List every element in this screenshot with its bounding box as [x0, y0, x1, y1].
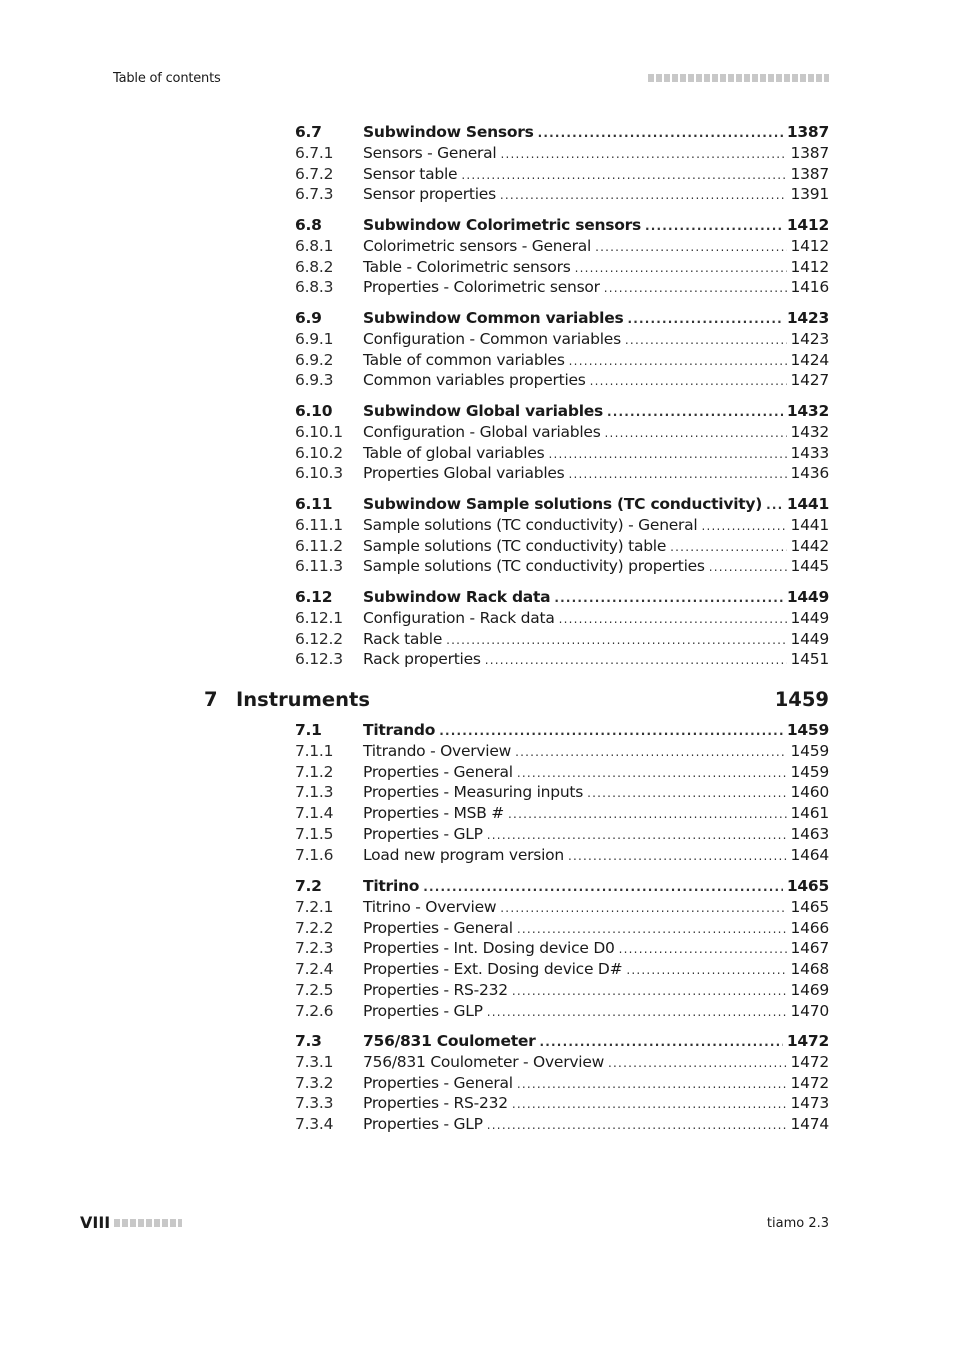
toc-entry-page: 1412 [790, 257, 829, 276]
toc-entry-number: 6.10.1 [295, 422, 343, 441]
toc-subsection-entry[interactable] [295, 649, 829, 670]
toc-leader-dots [517, 1074, 787, 1095]
toc-entry-number: 7.2.6 [295, 1001, 334, 1020]
toc-leader-dots [508, 804, 787, 825]
product-version: tiamo 2.3 [766, 1216, 829, 1231]
toc-subsection-entry[interactable] [295, 164, 829, 185]
toc-leader-dots [766, 495, 783, 516]
toc-subsection-entry[interactable] [295, 938, 829, 959]
toc-subsection-entry[interactable] [295, 918, 829, 939]
toc-entry-page: 1469 [790, 980, 829, 999]
toc-leader-dots [702, 516, 787, 537]
toc-subsection-entry[interactable] [295, 1114, 829, 1135]
toc-leader-dots [540, 1032, 783, 1053]
toc-entry-title: 756/831 Coulometer - Overview [363, 1052, 605, 1071]
toc-subsection-entry[interactable] [295, 1073, 829, 1094]
toc-entry-number: 6.7.1 [295, 143, 334, 162]
toc-leader-dots [604, 278, 787, 299]
toc-entry-number: 6.8.3 [295, 278, 334, 297]
toc-entry-title: Properties - General [363, 762, 513, 781]
toc-entry-title: Sample solutions (TC conductivity) - General [363, 515, 698, 534]
toc-entry-page: 1472 [786, 1032, 829, 1050]
toc-entry-page: 1416 [790, 278, 829, 297]
toc-entry-number: 7.3.1 [295, 1052, 334, 1071]
toc-entry-number: 7.3.3 [295, 1094, 334, 1113]
toc-entry-number: 6.9 [295, 309, 322, 327]
toc-entry-title: Properties - GLP [363, 1001, 483, 1020]
toc-entry-page: 1412 [786, 216, 829, 234]
toc-entry-number: 7.1.1 [295, 741, 334, 760]
toc-entry-title: Subwindow Common variables [363, 309, 624, 327]
toc-entry-number: 6.12 [295, 588, 333, 606]
toc-leader-dots [569, 351, 787, 372]
toc-entry-title: Subwindow Global variables [363, 402, 603, 420]
toc-entry-page: 1412 [790, 236, 829, 255]
toc-entry-title: Properties - MSB # [363, 804, 505, 822]
toc-section-entry[interactable] [295, 308, 829, 329]
toc-subsection-entry[interactable] [295, 824, 829, 845]
toc-entry-page: 1470 [790, 1001, 829, 1020]
toc-entry-number: 6.9.2 [295, 350, 334, 369]
toc-entry-title: Properties - Colorimetric sensor [363, 278, 600, 297]
toc-entry-title: Rack properties [363, 650, 481, 669]
toc-leader-dots [587, 783, 786, 804]
toc-subsection-entry[interactable] [295, 1001, 829, 1022]
toc-entry-title: Sensor table [363, 164, 458, 183]
toc-entry-number: 6.7.3 [295, 185, 334, 204]
toc-entry-page: 1433 [790, 443, 829, 462]
toc-leader-dots [575, 258, 787, 279]
toc-entry-title: Configuration - Rack data [363, 608, 555, 627]
toc-leader-dots [500, 898, 786, 919]
toc-entry-number: 7.3 [295, 1032, 322, 1050]
toc-subsection-entry[interactable] [295, 782, 829, 803]
toc-entry-page: 1464 [790, 845, 829, 864]
toc-leader-dots [625, 330, 787, 351]
toc-subsection-entry[interactable] [295, 370, 829, 391]
toc-entry-page: 1432 [790, 422, 829, 441]
toc-leader-dots [569, 464, 787, 485]
toc-entry-title: Properties - General [363, 918, 513, 937]
toc-entry-page: 1387 [790, 143, 829, 162]
toc-entry-number: 7.2.2 [295, 918, 334, 937]
toc-entry-page: 1459 [786, 721, 829, 739]
toc-entry-page: 1449 [790, 608, 829, 627]
toc-entry-title: Properties - GLP [363, 1115, 483, 1133]
toc-subsection-entry[interactable] [295, 463, 829, 484]
toc-entry-number: 7.1.3 [295, 783, 334, 802]
toc-subsection-entry[interactable] [295, 277, 829, 298]
toc-entry-title: Configuration - Global variables [363, 422, 601, 441]
toc-entry-number: 6.12.1 [295, 608, 343, 627]
toc-leader-dots [709, 557, 787, 578]
toc-entry-title: Sample solutions (TC conductivity) table [363, 536, 667, 555]
toc-entry-number: 7.2.1 [295, 897, 334, 916]
toc-entry-page: 1387 [790, 164, 829, 183]
toc-entry-number: 6.8.2 [295, 257, 334, 276]
toc-leader-dots [595, 237, 786, 258]
toc-entry-title: Titrino - Overview [363, 897, 497, 916]
toc-entry-title: Properties - RS-232 [363, 980, 508, 999]
toc-subsection-entry[interactable] [295, 184, 829, 205]
toc-entry-page: 1474 [790, 1115, 829, 1133]
toc-entry-number: 6.10.2 [295, 443, 343, 462]
toc-leader-dots [485, 650, 787, 671]
toc-entry-title: Subwindow Rack data [363, 588, 551, 606]
toc-entry-number: 7.1 [295, 721, 322, 739]
toc-entry-number: 6.8 [295, 216, 322, 234]
toc-subsection-entry[interactable] [295, 608, 829, 629]
toc-entry-number: 6.10 [295, 402, 333, 420]
toc-leader-dots [590, 371, 787, 392]
toc-entry-title: Properties - Measuring inputs [363, 783, 584, 802]
toc-entry-number: 6.10.3 [295, 464, 343, 483]
toc-leader-dots [512, 981, 787, 1002]
toc-entry-title: Sample solutions (TC conductivity) properties [363, 557, 705, 576]
toc-entry-number: 7.1.4 [295, 804, 334, 822]
toc-subsection-entry[interactable] [295, 980, 829, 1001]
toc-entry-title: Subwindow Sensors [363, 123, 534, 141]
toc-entry-page: 1468 [790, 960, 829, 978]
toc-subsection-entry[interactable] [295, 143, 829, 164]
toc-leader-dots [605, 423, 787, 444]
toc-leader-dots [487, 1002, 787, 1023]
toc-subsection-entry[interactable] [295, 515, 829, 536]
toc-entry-title: Titrando - Overview [363, 741, 512, 760]
toc-entry-number: 7.2.5 [295, 980, 334, 999]
toc-leader-dots [619, 939, 787, 960]
toc-entry-number: 6.11 [295, 495, 333, 513]
toc-entry-title: Rack table [363, 629, 443, 648]
toc-subsection-entry[interactable] [295, 236, 829, 257]
toc-leader-dots [446, 630, 786, 651]
toc-leader-dots [548, 444, 786, 465]
toc-entry-page: 1423 [786, 309, 829, 327]
toc-subsection-entry[interactable] [295, 803, 829, 824]
toc-subsection-entry[interactable] [295, 1093, 829, 1114]
toc-entry-number: 7.1.6 [295, 845, 334, 864]
toc-entry-number: 6.11.3 [295, 557, 343, 576]
toc-leader-dots [568, 846, 787, 867]
toc-entry-page: 1472 [790, 1073, 829, 1092]
toc-entry-page: 1391 [790, 185, 829, 204]
toc-entry-number: 7.2.3 [295, 939, 334, 958]
toc-leader-dots [538, 123, 783, 144]
toc-section-entry[interactable] [295, 215, 829, 236]
toc-entry-page: 1466 [790, 918, 829, 937]
toc-entry-title: Properties - GLP [363, 824, 483, 843]
toc-entry-title: Common variables properties [363, 371, 586, 390]
toc-entry-number: 6.11.2 [295, 536, 343, 555]
toc-entry-title: Properties Global variables [363, 464, 565, 483]
toc-entry-page: 1461 [790, 804, 829, 822]
toc-subsection-entry[interactable] [295, 741, 829, 762]
toc-leader-dots [423, 877, 783, 898]
toc-entry-page: 1451 [790, 650, 829, 669]
toc-entry-title: Colorimetric sensors - General [363, 236, 592, 255]
chapter-number: 7 [204, 688, 218, 711]
toc-entry-title: Subwindow Colorimetric sensors [363, 216, 641, 234]
toc-entry-number: 6.12.3 [295, 650, 343, 669]
toc-subsection-entry[interactable] [295, 350, 829, 371]
toc-entry-number: 6.9.3 [295, 371, 334, 390]
toc-entry-title: Load new program version [363, 845, 564, 864]
toc-entry-title: Table of global variables [363, 443, 545, 462]
toc-entry-page: 1460 [790, 783, 829, 802]
toc-subsection-entry[interactable] [295, 329, 829, 350]
toc-leader-dots [670, 537, 786, 558]
toc-subsection-entry[interactable] [295, 536, 829, 557]
toc-entry-title: Subwindow Sample solutions (TC conductivity) [363, 495, 763, 513]
toc-entry-page: 1423 [790, 329, 829, 348]
toc-section-entry[interactable] [295, 587, 829, 608]
page-number: VIII [80, 1213, 111, 1232]
toc-entry-page: 1465 [786, 877, 829, 895]
toc-entry-page: 1459 [790, 741, 829, 760]
chapter-title: Instruments [236, 688, 370, 711]
toc-entry-number: 6.7 [295, 123, 322, 141]
toc-subsection-entry[interactable] [295, 762, 829, 783]
toc-entry-title: Sensor properties [363, 185, 496, 204]
toc-subsection-entry[interactable] [295, 1052, 829, 1073]
toc-section-entry[interactable] [295, 494, 829, 515]
toc-leader-dots [500, 185, 787, 206]
toc-entry-number: 6.8.1 [295, 236, 334, 255]
toc-entry-page: 1445 [790, 557, 829, 576]
toc-entry-page: 1472 [790, 1052, 829, 1071]
toc-leader-dots [461, 165, 786, 186]
toc-entry-title: Properties - RS-232 [363, 1094, 508, 1113]
toc-leader-dots [627, 309, 782, 330]
toc-leader-dots [607, 402, 783, 423]
header-decoration [648, 74, 829, 82]
toc-entry-page: 1463 [790, 824, 829, 843]
toc-entry-title: Sensors - General [363, 143, 497, 162]
toc-entry-number: 7.1.5 [295, 824, 334, 843]
toc-subsection-entry[interactable] [295, 959, 829, 980]
toc-entry-number: 6.7.2 [295, 164, 334, 183]
toc-entry-title: Titrando [363, 721, 436, 739]
toc-entry-number: 6.11.1 [295, 515, 343, 534]
toc-entry-page: 1459 [790, 762, 829, 781]
toc-leader-dots [487, 1115, 787, 1136]
toc-subsection-entry[interactable] [295, 556, 829, 577]
toc-subsection-entry[interactable] [295, 257, 829, 278]
toc-section-entry[interactable] [295, 1031, 829, 1052]
toc-entry-title: 756/831 Coulometer [363, 1032, 536, 1050]
toc-entry-page: 1436 [790, 464, 829, 483]
toc-section-entry[interactable] [295, 122, 829, 143]
toc-entry-number: 7.2 [295, 877, 322, 895]
toc-subsection-entry[interactable] [295, 629, 829, 650]
toc-entry-page: 1449 [786, 588, 829, 606]
toc-chapter-entry[interactable] [204, 687, 829, 713]
toc-leader-dots [608, 1053, 787, 1074]
toc-entry-title: Titrino [363, 877, 420, 895]
toc-entry-page: 1387 [786, 123, 829, 141]
toc-section-entry[interactable] [295, 720, 829, 741]
toc-leader-dots [501, 144, 787, 165]
toc-leader-dots [512, 1094, 787, 1115]
toc-leader-dots [645, 216, 783, 237]
toc-entry-page: 1424 [790, 350, 829, 369]
toc-entry-number: 7.3.2 [295, 1073, 334, 1092]
toc-entry-title: Properties - Ext. Dosing device D# [363, 960, 623, 978]
toc-section-entry[interactable] [295, 876, 829, 897]
toc-entry-number: 6.9.1 [295, 329, 334, 348]
toc-entry-number: 7.1.2 [295, 762, 334, 781]
toc-entry-title: Table of common variables [363, 350, 565, 369]
toc-entry-title: Properties - Int. Dosing device D0 [363, 939, 615, 958]
toc-leader-dots [439, 721, 783, 742]
toc-subsection-entry[interactable] [295, 443, 829, 464]
toc-entry-page: 1441 [790, 515, 829, 534]
toc-entry-title: Properties - General [363, 1073, 513, 1092]
toc-leader-dots [515, 742, 786, 763]
toc-subsection-entry[interactable] [295, 897, 829, 918]
toc-leader-dots [487, 825, 787, 846]
toc-entry-title: Table - Colorimetric sensors [363, 257, 571, 276]
footer-decoration [114, 1219, 182, 1227]
toc-entry-page: 1473 [790, 1094, 829, 1113]
toc-entry-number: 6.12.2 [295, 629, 343, 648]
toc-entry-page: 1442 [790, 536, 829, 555]
toc-entry-page: 1441 [786, 495, 829, 513]
toc-section-entry[interactable] [295, 401, 829, 422]
chapter-page: 1459 [774, 688, 829, 711]
toc-leader-dots [517, 763, 787, 784]
toc-leader-dots [517, 919, 787, 940]
toc-entry-number: 7.3.4 [295, 1115, 334, 1133]
toc-leader-dots [626, 960, 786, 981]
toc-entry-page: 1449 [790, 629, 829, 648]
toc-entry-title: Configuration - Common variables [363, 329, 621, 348]
toc-subsection-entry[interactable] [295, 422, 829, 443]
toc-leader-dots [554, 588, 782, 609]
toc-entry-page: 1427 [790, 371, 829, 390]
toc-entry-number: 7.2.4 [295, 960, 334, 978]
toc-leader-dots [559, 609, 787, 630]
toc-subsection-entry[interactable] [295, 845, 829, 866]
toc-entry-page: 1432 [786, 402, 829, 420]
toc-entry-page: 1467 [790, 939, 829, 958]
running-header-title: Table of contents [113, 71, 221, 86]
toc-entry-page: 1465 [790, 897, 829, 916]
